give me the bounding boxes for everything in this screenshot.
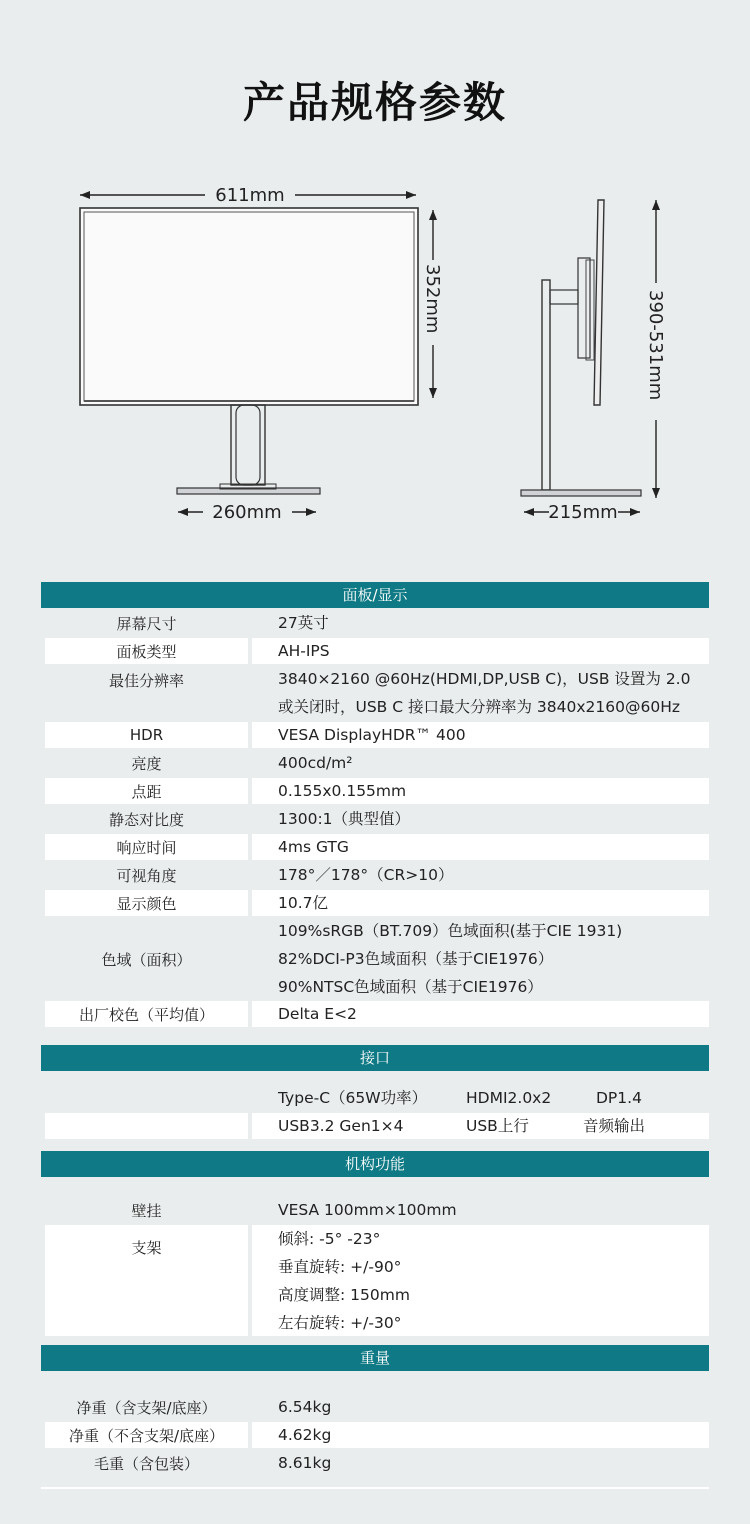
side-height-label: 390-531mm xyxy=(645,290,666,401)
port-item: USB上行 xyxy=(466,1117,529,1135)
bottom-divider xyxy=(41,1487,709,1489)
spec-row xyxy=(41,778,709,804)
spec-label: 点距 xyxy=(45,778,248,804)
port-item: USB3.2 Gen1×4 xyxy=(278,1117,404,1135)
spec-row xyxy=(41,750,709,776)
spec-value: 左右旋转: +/-30° xyxy=(278,1313,402,1332)
spec-label: HDR xyxy=(45,722,248,748)
port-item: HDMI2.0x2 xyxy=(466,1089,552,1107)
spec-value: 178°／178°（CR>10） xyxy=(278,866,454,884)
spec-row xyxy=(41,918,709,1000)
spec-value-line2: 或关闭时，USB C 接口最大分辨率为 3840x2160@60Hz xyxy=(278,698,681,716)
side-depth-label: 215mm xyxy=(548,502,618,523)
spec-row xyxy=(41,1225,709,1336)
spec-row xyxy=(41,1001,709,1027)
spec-value: 8.61kg xyxy=(278,1454,332,1472)
port-item: 音频输出 xyxy=(583,1117,646,1135)
spec-value: VESA 100mm×100mm xyxy=(278,1201,457,1219)
spec-value: 1300:1（典型值） xyxy=(278,810,411,828)
spec-label: 净重（不含支架/底座） xyxy=(45,1422,248,1448)
front-width-label: 611mm xyxy=(215,185,285,206)
spec-value: 4ms GTG xyxy=(278,838,349,856)
spec-row xyxy=(41,834,709,860)
spec-label: 可视角度 xyxy=(116,866,177,885)
ports-row xyxy=(41,1085,709,1111)
spec-value: VESA DisplayHDR™ 400 xyxy=(278,726,466,744)
spec-value: Delta E<2 xyxy=(278,1005,357,1023)
spec-row xyxy=(41,1450,709,1476)
spec-label: 毛重（含包装） xyxy=(93,1454,199,1473)
spec-row xyxy=(41,1394,709,1420)
spec-value: 10.7亿 xyxy=(278,894,329,912)
spec-value: 倾斜: -5° -23° xyxy=(278,1229,381,1248)
spec-value: AH-IPS xyxy=(278,642,330,660)
front-height-label: 352mm xyxy=(422,264,443,334)
ports-row xyxy=(41,1113,709,1139)
section-header-weight: 重量 xyxy=(41,1345,709,1371)
spec-row xyxy=(41,722,709,748)
spec-label: 净重（含支架/底座） xyxy=(76,1398,217,1417)
section-header-panel: 面板/显示 xyxy=(41,582,709,608)
spec-value: 109%sRGB（BT.709）色域面积(基于CIE 1931) xyxy=(278,922,623,940)
spec-value: 4.62kg xyxy=(278,1426,332,1444)
side-view xyxy=(521,200,666,523)
section-header-mechanical: 机构功能 xyxy=(41,1151,709,1177)
spec-value: 3840×2160 @60Hz(HDMI,DP,USB C)，USB 设置为 2.0 xyxy=(278,670,691,688)
spec-label: 面板类型 xyxy=(45,638,248,664)
spec-row xyxy=(41,806,709,832)
dimension-diagram xyxy=(0,180,750,540)
spec-value: 27英寸 xyxy=(278,614,329,632)
spec-label: 响应时间 xyxy=(45,834,248,860)
spec-label: 壁挂 xyxy=(131,1201,162,1220)
spec-label: 屏幕尺寸 xyxy=(116,614,177,633)
spec-value-line3: 90%NTSC色域面积（基于CIE1976） xyxy=(278,978,543,996)
spec-row xyxy=(41,638,709,664)
spec-row xyxy=(41,890,709,916)
spec-label: 静态对比度 xyxy=(108,810,184,829)
spec-value-line2: 82%DCI-P3色域面积（基于CIE1976） xyxy=(278,950,554,968)
spec-label: 最佳分辨率 xyxy=(108,672,184,690)
spec-row xyxy=(41,610,709,636)
section-header-ports: 接口 xyxy=(41,1045,709,1071)
port-item: DP1.4 xyxy=(596,1089,642,1107)
spec-row xyxy=(41,1422,709,1448)
base-width-label: 260mm xyxy=(212,502,282,523)
spec-label: 支架 xyxy=(45,1225,248,1336)
spec-row xyxy=(41,666,709,720)
spec-label: 亮度 xyxy=(131,754,162,773)
spec-label: 显示颜色 xyxy=(45,890,248,916)
spec-value: 0.155x0.155mm xyxy=(278,782,407,800)
port-item: Type-C（65W功率） xyxy=(278,1089,428,1107)
spec-value: 垂直旋转: +/-90° xyxy=(278,1257,402,1276)
spec-value: 6.54kg xyxy=(278,1398,332,1416)
spec-row xyxy=(41,862,709,888)
spec-label: 出厂校色（平均值） xyxy=(45,1001,248,1027)
spec-value: 400cd/m² xyxy=(278,754,353,772)
spec-row xyxy=(41,1197,709,1223)
front-view xyxy=(80,185,443,523)
page-title: 产品规格参数 xyxy=(242,78,507,127)
spec-label: 色域（面积） xyxy=(101,950,192,969)
spec-value: 高度调整: 150mm xyxy=(278,1285,410,1304)
